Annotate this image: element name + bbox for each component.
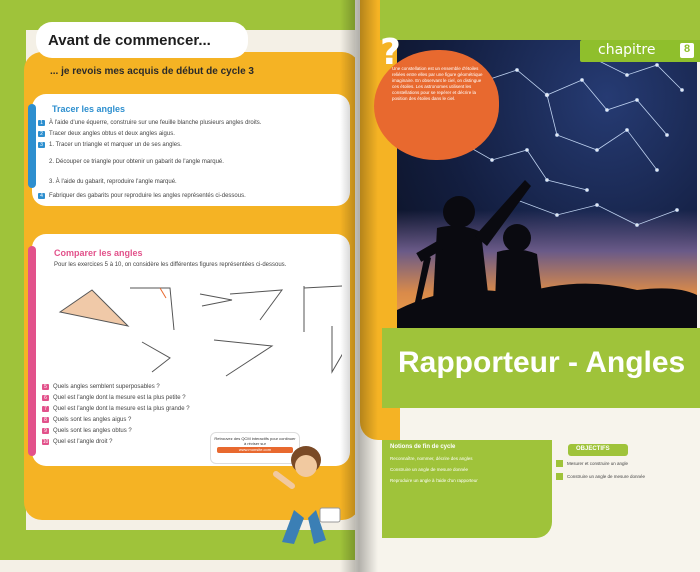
item-text: 2. Découper ce triangle pour obtenir un gabarit de l'angle marqué. [49, 159, 224, 165]
objectif-item [556, 473, 686, 480]
left-page-subtitle: ... je revois mes acquis de début de cycle 3 [50, 66, 254, 77]
question-text: Quel est l'angle dont la mesure est la plus grande ? [53, 406, 190, 412]
question-number-badge: 10 [42, 439, 49, 445]
objectifs-tab [568, 444, 628, 456]
left-page-title: Avant de commencer... [48, 32, 211, 49]
question-item [42, 439, 190, 445]
book-gutter [340, 0, 378, 572]
angle-figure [60, 286, 342, 376]
notions-box [382, 440, 552, 538]
question-item [42, 395, 190, 401]
question-item [42, 384, 190, 390]
chapter-band [580, 40, 700, 62]
objectifs-label: OBJECTIFS [576, 446, 610, 452]
item-number-badge: 4 [38, 193, 45, 199]
item-text: Tracer deux angles obtus et deux angles aigus. [49, 131, 175, 137]
question-item [42, 428, 190, 434]
item-text: 3. À l'aide du gabarit, reproduire l'angle marqué. [49, 179, 177, 185]
section1-item [38, 193, 338, 199]
chapter-label: chapitre [598, 42, 656, 58]
question-mark-icon: ? [380, 32, 401, 73]
question-item [42, 417, 190, 423]
section2-questions [42, 384, 190, 445]
objectif-marker-icon [556, 460, 563, 467]
item-text: À l'aide d'une équerre, construire sur une feuille blanche plusieurs angles droits. [49, 120, 262, 126]
objectif-text: Mesurer et construire un angle [567, 461, 629, 466]
item-number-badge: 3 [38, 142, 45, 148]
section1-list [38, 120, 338, 199]
section2-card [32, 234, 350, 466]
question-number-badge: 9 [42, 428, 49, 434]
section2-title: Comparer les angles [54, 248, 143, 258]
title-card [36, 22, 248, 58]
notion-item: Construire un angle de mesure donnée [390, 467, 469, 472]
question-number-badge: 7 [42, 406, 49, 412]
question-text: Quels sont les angles obtus ? [53, 428, 132, 434]
promo-link[interactable]: www.monsite.com [217, 447, 293, 453]
notion-item: Reproduire un angle à l'aide d'un rapporteur [390, 478, 478, 483]
objectif-item [556, 460, 686, 467]
objectif-text: Construire un angle de mesure donnée [567, 474, 646, 479]
section1-item [38, 131, 338, 137]
section1-subitem [38, 170, 338, 188]
question-number-badge: 6 [42, 395, 49, 401]
promo-text: Retrouvez des QCM interactifs pour continuer à réviser sur [214, 436, 296, 446]
left-side-band [0, 0, 26, 560]
section1-card [32, 94, 350, 206]
question-text: Quel est l'angle dont la mesure est la plus petite ? [53, 395, 186, 401]
chapter-title: Rapporteur - Angles [398, 346, 686, 379]
section1-tab [28, 104, 36, 188]
question-text: Quels sont les angles aigus ? [53, 417, 132, 423]
chapter-title-band [382, 328, 700, 408]
item-text: Fabriquer des gabarits pour reproduire les angles représentés ci-dessous. [49, 193, 246, 199]
section1-item [38, 120, 338, 126]
item-number-badge: 1 [38, 120, 45, 126]
question-item [42, 406, 190, 412]
section2-intro: Pour les exercices 5 à 10, on considère les différentes figures représentées ci-dessous. [54, 262, 287, 268]
question-text: Quels angles semblent superposables ? [53, 384, 160, 390]
silhouettes [397, 180, 697, 328]
kid-illustration [266, 438, 346, 558]
chapter-number: 8 [680, 43, 694, 58]
objectifs-list [556, 460, 686, 480]
section2-tab [28, 246, 36, 456]
objectif-marker-icon [556, 473, 563, 480]
bubble-text: Une constellation est un ensemble d'étoiles reliées entre elles par une figure géométrique imaginaire. En observant le ciel, on distingue ces étoiles. Les astronomes utilisent les constellations pour se repérer et décrire la position des étoiles dans le ciel. [392, 66, 483, 101]
section1-subitem [38, 150, 338, 168]
notions-title: Notions de fin de cycle [390, 444, 456, 450]
section1-title: Tracer les angles [52, 104, 126, 114]
question-number-badge: 5 [42, 384, 49, 390]
notion-item: Reconnaître, nommer, décrire des angles [390, 456, 473, 461]
right-top-band [380, 0, 700, 40]
notions-list [390, 456, 540, 483]
item-text: 1. Tracer un triangle et marquer un de ses angles. [49, 142, 182, 148]
question-text: Quel est l'angle droit ? [53, 439, 113, 445]
angle-figures [42, 276, 342, 386]
item-number-badge: 2 [38, 131, 45, 137]
section1-item [38, 142, 338, 148]
question-number-badge: 8 [42, 417, 49, 423]
